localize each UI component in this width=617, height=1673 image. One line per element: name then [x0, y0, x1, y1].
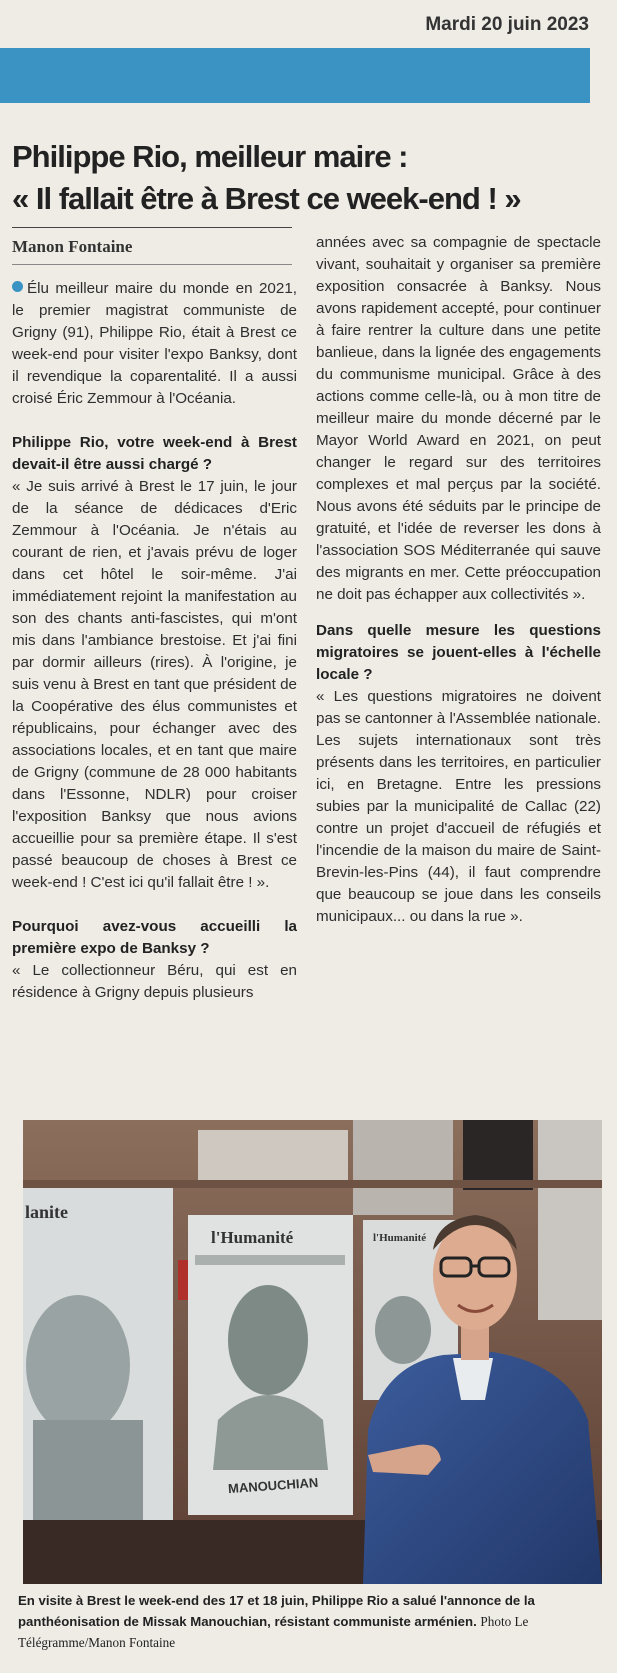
question-2: Pourquoi avez-vous accueilli la première expo de Banksy ?: [12, 918, 297, 957]
section-band: [0, 48, 590, 103]
lead-paragraph: [12, 278, 297, 410]
answer-2-continued: années avec sa compagnie de spectacle vivant, souhaitait y organiser sa première exposition consacrée à Banksy. Nous avons rapidement accepté, pour continuer à faire rentrer la culture dans une petite banlieue, dans la lignée des engagements du communisme municipal. Grâce à des actions comme celle-là, ou à mon titre de meilleur maire du monde décerné par le Mayor World Award en 2021, on peut changer le regard sur des territoires complexes et mal perçus par la société. Nous avons été séduits par le principe de gratuité, et l'idée de reverser les dons à l'association SOS Méditerranée qui sauve des migrants en mer. Cette préoccupation ne doit pas échapper aux collectivités ».: [316, 234, 601, 603]
poster-1: [23, 1188, 173, 1568]
headline-line-2: « Il fallait être à Brest ce week-end ! »: [12, 181, 521, 216]
photo-credit: Photo Le Télégramme/Manon Fontaine: [18, 1614, 529, 1650]
bullet-icon: [12, 281, 23, 292]
article-column-2: [316, 232, 601, 928]
article-photo: [23, 1120, 602, 1584]
date-label: Mardi 20 juin 2023: [425, 14, 589, 35]
lead-text: Élu meilleur maire du monde en 2021, le premier magistrat communiste de Grigny (91), Philippe Rio, était à Brest ce week-end pour visiter l'expo Banksy, dont il revendique la coparentalité. Il a aussi croisé Éric Zemmour à l'Océania.: [12, 280, 297, 407]
photo-illustration: [23, 1120, 602, 1584]
poster-2: [188, 1215, 353, 1515]
photo-caption: [18, 1590, 608, 1653]
question-1: Philippe Rio, votre week-end à Brest devait-il être aussi chargé ?: [12, 434, 297, 473]
byline-rule-bottom: [12, 264, 292, 265]
byline-rule-top: [12, 227, 292, 228]
poster-1-title: lanite: [25, 1202, 68, 1222]
headline: [12, 136, 602, 220]
poster-3-title: l'Humanité: [373, 1232, 427, 1244]
byline: Manon Fontaine: [12, 237, 133, 256]
question-3: Dans quelle mesure les questions migratoires se jouent-elles à l'échelle locale ?: [316, 622, 601, 683]
caption-text: En visite à Brest le week-end des 17 et 18 juin, Philippe Rio a salué l'annonce de la panthéonisation de Missak Manouchian, résistant communiste arménien.: [18, 1593, 535, 1629]
headline-line-1: Philippe Rio, meilleur maire :: [12, 139, 408, 174]
article-column-1: [12, 278, 297, 1004]
poster-2-bottom-text: MANOUCHIAN: [227, 1474, 319, 1497]
answer-1: « Je suis arrivé à Brest le 17 juin, le jour de la séance de dédicaces d'Eric Zemmour à l'Océania. Je n'étais au courant de rien, et j'avais prévu de loger dans cet hôtel le soir-même. J'ai immédiatement rejoint la manifestation au son des chants anti-fascistes, qui m'ont mis dans l'ambiance brestoise. Et j'ai fini par dormir ailleurs (rires). À l'origine, je suis venu à Brest en tant que président de la Coopérative des élus communistes et républicains, pour échanger avec des associations locales, et en tant que maire de Grigny (commune de 28 000 habitants dans l'Essonne, NDLR) pour croiser l'exposition Banksy que nous avions accueillie pour sa première étape. Il s'est passé beaucoup de choses à Brest ce week-end ! C'est ici qu'il fallait être ! ».: [12, 478, 297, 891]
answer-3: « Les questions migratoires ne doivent pas se cantonner à l'Assemblée nationale. Les sujets internationaux sont très présents dans les territoires, en particulier ici, en Bretagne. Entre les pressions subies par la municipalité de Callac (22) contre un projet d'accueil de réfugiés et l'incendie de la maison du maire de Saint-Brevin-les-Pins (44), il faut comprendre que beaucoup se joue dans les conseils municipaux... ou dans la rue ».: [316, 688, 601, 925]
answer-2-start: « Le collectionneur Béru, qui est en résidence à Grigny depuis plusieurs: [12, 962, 297, 1001]
poster-2-title: l'Humanité: [211, 1228, 294, 1247]
